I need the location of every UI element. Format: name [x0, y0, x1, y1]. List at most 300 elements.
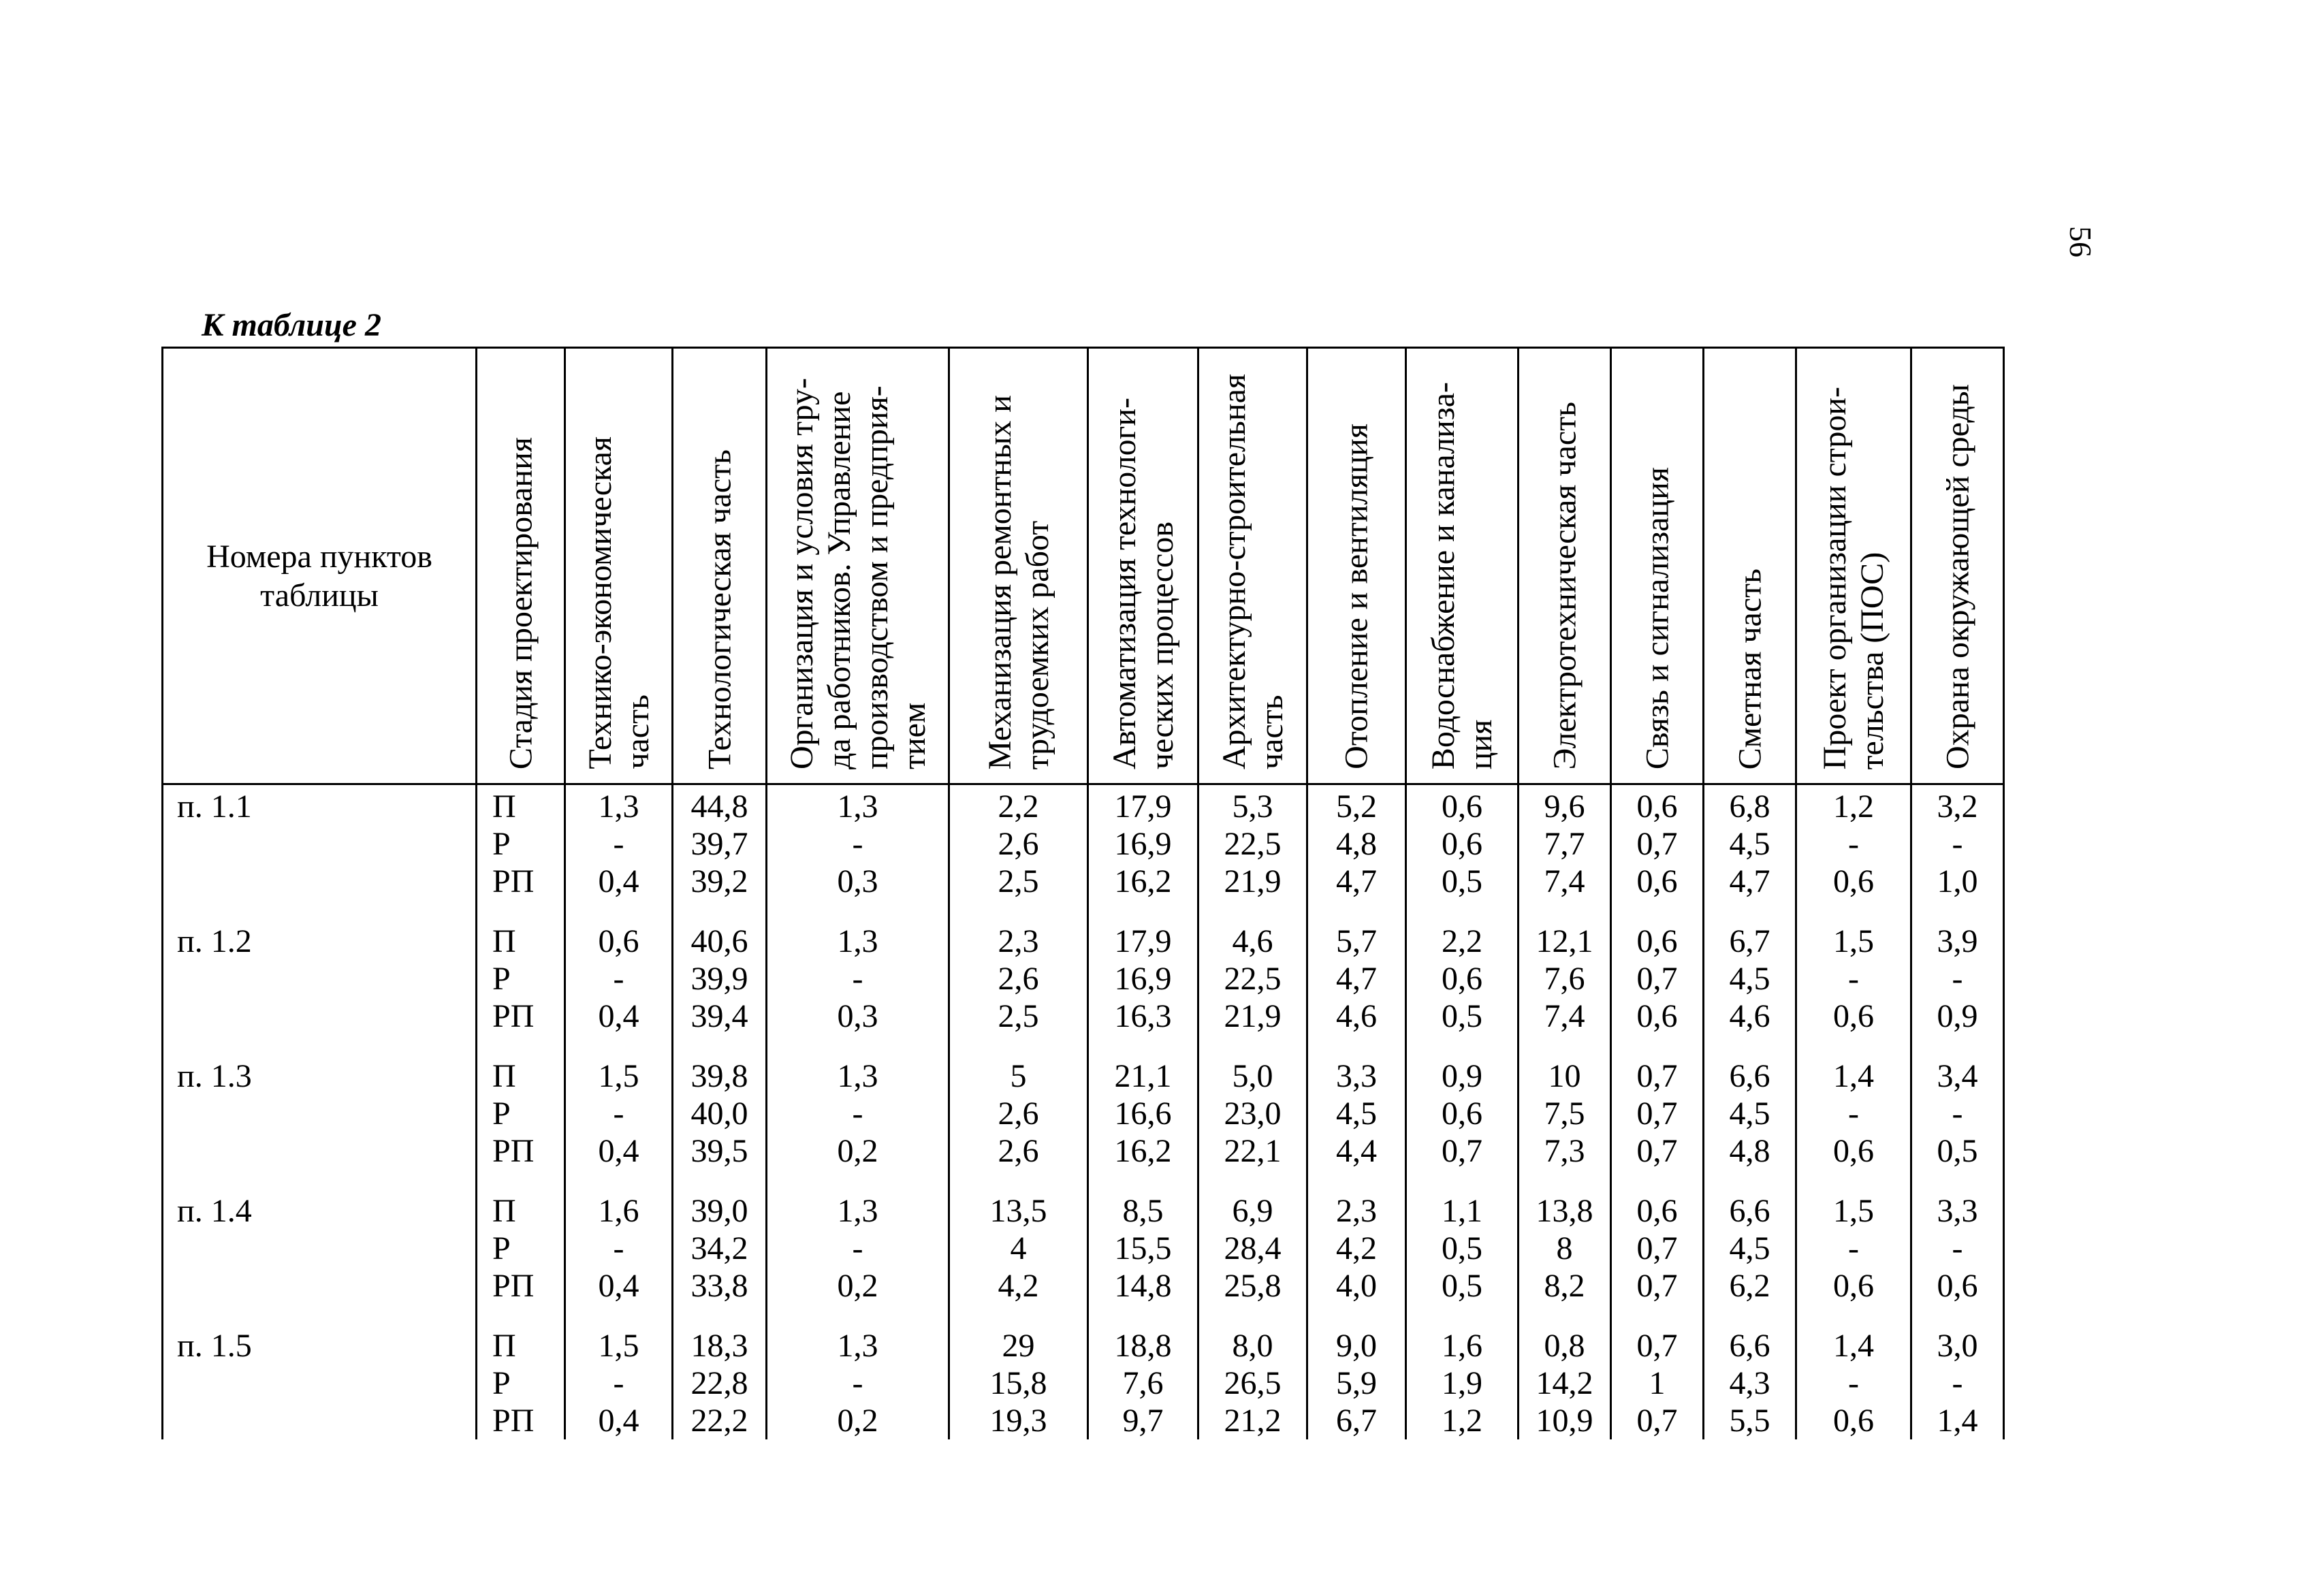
cell-value: 5,7	[1336, 923, 1377, 959]
stage-cell	[477, 1324, 565, 1439]
table-body	[163, 784, 2004, 1440]
cell-value: 1,3	[837, 788, 878, 825]
value-cell	[1198, 920, 1307, 1055]
cell-value: 6,2	[1729, 1268, 1770, 1304]
cell-value: 17,9	[1114, 788, 1172, 825]
cell-value: -	[613, 1096, 624, 1132]
cell-value: 40,0	[690, 1096, 748, 1132]
cell-value: 1,2	[1833, 788, 1874, 825]
value-cell	[1611, 784, 1704, 921]
cell-value: 4,5	[1729, 961, 1770, 997]
cell-value: 9,7	[1122, 1403, 1164, 1439]
cell-value: 22,8	[690, 1365, 748, 1401]
value-cell	[1911, 1324, 2004, 1439]
cell-value: 10,9	[1536, 1403, 1593, 1439]
cell-value: 0,6	[1937, 1268, 1978, 1304]
item-number-cell	[163, 1190, 477, 1324]
cell-value: 14,2	[1536, 1365, 1593, 1401]
table-header-row	[163, 348, 2004, 784]
value-cell	[673, 920, 767, 1055]
cell-value: 3,3	[1937, 1193, 1978, 1229]
cell-value: 39,5	[690, 1133, 748, 1169]
header-line: Электротехническая часть	[1546, 401, 1583, 769]
header-line: Организация и условия тру-	[783, 377, 820, 769]
cell-value: 4,8	[1336, 826, 1377, 862]
cell-value: 4,7	[1729, 863, 1770, 899]
header-line: Водоснабжение и канализа-	[1425, 381, 1461, 769]
value-cell	[1088, 1324, 1198, 1439]
table-row	[163, 920, 2004, 1055]
value-cell	[1406, 1190, 1519, 1324]
cell-value: 8,2	[1544, 1268, 1585, 1304]
cell-value: 13,8	[1536, 1193, 1593, 1229]
header-line: ция	[1463, 719, 1499, 769]
cell-value: 25,8	[1224, 1268, 1282, 1304]
cell-value: 1,2	[1442, 1403, 1482, 1439]
cell-value: 1,4	[1937, 1403, 1978, 1439]
header-communication-signaling	[1611, 348, 1704, 784]
cell-value: 18,3	[690, 1328, 748, 1364]
cell-value: 34,2	[690, 1230, 748, 1266]
cell-value: 4,8	[1729, 1133, 1770, 1169]
cell-value: 6,8	[1729, 788, 1770, 825]
cell-value: 18,8	[1114, 1328, 1172, 1364]
cell-value: 0,6	[1442, 826, 1482, 862]
header-line: Отопление и вентиляция	[1338, 424, 1375, 769]
value-cell	[949, 920, 1088, 1055]
value-cell	[1911, 920, 2004, 1055]
stage-cell	[477, 1190, 565, 1324]
cell-value: 0,5	[1442, 1268, 1482, 1304]
cell-value: 1,9	[1442, 1365, 1482, 1401]
stage-value: Р	[492, 1096, 511, 1132]
cell-value: 14,8	[1114, 1268, 1172, 1304]
cell-value: -	[852, 1096, 863, 1132]
table-row	[163, 784, 2004, 921]
cell-value: 3,9	[1937, 923, 1978, 959]
cell-value: 22,5	[1224, 961, 1282, 997]
cell-value: -	[613, 1230, 624, 1266]
value-cell	[767, 920, 949, 1055]
header-labor-organization	[767, 348, 949, 784]
cell-value: 10	[1548, 1058, 1581, 1094]
cell-value: 0,6	[1636, 863, 1678, 899]
cell-value: 0,7	[1636, 1403, 1678, 1439]
value-cell	[1519, 1324, 1611, 1439]
cell-value: 0,4	[598, 1133, 639, 1169]
cell-value: 39,2	[690, 863, 748, 899]
header-mechanization	[949, 348, 1088, 784]
value-cell	[767, 1055, 949, 1190]
value-cell	[1611, 1055, 1704, 1190]
value-cell	[1911, 1190, 2004, 1324]
cell-value: 2,5	[998, 998, 1039, 1034]
table-row	[163, 1190, 2004, 1324]
cell-value: 8,0	[1232, 1328, 1273, 1364]
cell-value: -	[1952, 1230, 1963, 1266]
cell-value: -	[1952, 1365, 1963, 1401]
header-electrical	[1519, 348, 1611, 784]
cell-value: -	[1848, 1096, 1859, 1132]
value-cell	[1307, 784, 1406, 921]
cell-value: 0,7	[1636, 1268, 1678, 1304]
cell-value: 0,6	[1636, 788, 1678, 825]
cell-value: 0,7	[1636, 1133, 1678, 1169]
value-cell	[767, 1324, 949, 1439]
cell-value: -	[1848, 1230, 1859, 1266]
cell-value: 0,5	[1442, 1230, 1482, 1266]
item-number-cell	[163, 1324, 477, 1439]
cell-value: 15,8	[989, 1365, 1047, 1401]
cell-value: -	[852, 1365, 863, 1401]
header-line: таблицы	[260, 577, 379, 613]
cell-value: 4,4	[1336, 1133, 1377, 1169]
cell-value: 0,9	[1442, 1058, 1482, 1094]
value-cell	[1519, 1190, 1611, 1324]
value-cell	[1796, 1055, 1911, 1190]
cell-value: 1,5	[598, 1058, 639, 1094]
item-number-cell	[163, 1055, 477, 1190]
cell-value: 6,6	[1729, 1193, 1770, 1229]
cell-value: 5,2	[1336, 788, 1377, 825]
stage-cell	[477, 784, 565, 921]
value-cell	[1406, 920, 1519, 1055]
value-cell	[949, 784, 1088, 921]
stage-value: П	[492, 1193, 516, 1229]
value-cell	[1088, 1055, 1198, 1190]
stage-value: П	[492, 1058, 516, 1094]
cell-value: 1,6	[1442, 1328, 1482, 1364]
cell-value: 0,6	[1442, 961, 1482, 997]
value-cell	[1307, 1324, 1406, 1439]
value-cell	[1611, 1324, 1704, 1439]
cell-value: 6,6	[1729, 1058, 1770, 1094]
value-cell	[1704, 920, 1796, 1055]
table-row	[163, 1055, 2004, 1190]
cell-value: 1,1	[1442, 1193, 1482, 1229]
stage-value: Р	[492, 961, 511, 997]
cell-value: 0,6	[1636, 923, 1678, 959]
header-line: ческих процессов	[1143, 521, 1180, 769]
cell-value: 0,6	[598, 923, 639, 959]
header-technological	[673, 348, 767, 784]
cell-value: 0,6	[1636, 1193, 1678, 1229]
cell-value: 15,5	[1114, 1230, 1172, 1266]
cell-value: -	[852, 826, 863, 862]
item-number: п. 1.2	[177, 923, 252, 959]
cell-value: 0,7	[1636, 1230, 1678, 1266]
value-cell	[673, 1324, 767, 1439]
cell-value: 22,2	[690, 1403, 748, 1439]
header-architectural	[1198, 348, 1307, 784]
value-cell	[565, 1324, 673, 1439]
value-cell	[1704, 1324, 1796, 1439]
value-cell	[1198, 784, 1307, 921]
cell-value: -	[1952, 1096, 1963, 1132]
header-line: Технико-экономическая	[582, 436, 618, 769]
cell-value: 2,6	[998, 826, 1039, 862]
cell-value: -	[1848, 961, 1859, 997]
cell-value: 0,7	[1636, 961, 1678, 997]
value-cell	[565, 784, 673, 921]
cell-value: 7,7	[1544, 826, 1585, 862]
cell-value: 0,6	[1442, 1096, 1482, 1132]
cell-value: 0,2	[837, 1403, 878, 1439]
value-cell	[1796, 784, 1911, 921]
cell-value: 4,5	[1729, 1230, 1770, 1266]
value-cell	[1198, 1190, 1307, 1324]
header-line: тием	[895, 702, 932, 769]
cell-value: 7,4	[1544, 998, 1585, 1034]
header-technical-economic	[565, 348, 673, 784]
header-automation	[1088, 348, 1198, 784]
cell-value: 2,3	[1336, 1193, 1377, 1229]
cell-value: 39,0	[690, 1193, 748, 1229]
cell-value: 0,7	[1636, 1328, 1678, 1364]
cell-value: 4,2	[998, 1268, 1039, 1304]
value-cell	[1307, 1055, 1406, 1190]
cell-value: 8,5	[1122, 1193, 1164, 1229]
item-number: п. 1.4	[177, 1193, 252, 1229]
value-cell	[673, 1190, 767, 1324]
header-line: Номера пунктов	[206, 539, 432, 575]
cell-value: 0,2	[837, 1268, 878, 1304]
stage-value: РП	[492, 863, 535, 899]
header-line: тельства (ПОС)	[1854, 552, 1890, 769]
cell-value: 1,5	[1833, 923, 1874, 959]
value-cell	[949, 1190, 1088, 1324]
data-table	[161, 347, 2005, 1439]
value-cell	[1704, 784, 1796, 921]
cell-value: 7,6	[1122, 1365, 1164, 1401]
value-cell	[1406, 1055, 1519, 1190]
cell-value: 40,6	[690, 923, 748, 959]
value-cell	[949, 1055, 1088, 1190]
value-cell	[565, 1190, 673, 1324]
value-cell	[565, 920, 673, 1055]
cell-value: 22,1	[1224, 1133, 1282, 1169]
cell-value: 1,3	[837, 1328, 878, 1364]
header-estimate	[1704, 348, 1796, 784]
table-caption: К таблице 2	[202, 307, 381, 343]
stage-value: П	[492, 1328, 516, 1364]
cell-value: 0,7	[1636, 826, 1678, 862]
cell-value: 4	[1010, 1230, 1027, 1266]
cell-value: 0,5	[1442, 998, 1482, 1034]
value-cell	[1198, 1055, 1307, 1190]
cell-value: 0,6	[1833, 863, 1874, 899]
value-cell	[1406, 1324, 1519, 1439]
cell-value: 4,5	[1336, 1096, 1377, 1132]
cell-value: 33,8	[690, 1268, 748, 1304]
cell-value: 21,1	[1114, 1058, 1172, 1094]
cell-value: 6,7	[1336, 1403, 1377, 1439]
cell-value: 21,9	[1224, 998, 1282, 1034]
cell-value: 44,8	[690, 788, 748, 825]
cell-value: 2,6	[998, 961, 1039, 997]
item-number: п. 1.1	[177, 788, 252, 825]
stage-value: Р	[492, 826, 511, 862]
cell-value: 4,7	[1336, 863, 1377, 899]
cell-value: 2,3	[998, 923, 1039, 959]
value-cell	[1307, 920, 1406, 1055]
cell-value: 23,0	[1224, 1096, 1282, 1132]
value-cell	[1088, 920, 1198, 1055]
cell-value: -	[852, 1230, 863, 1266]
cell-value: 0,6	[1833, 1403, 1874, 1439]
cell-value: 9,0	[1336, 1328, 1377, 1364]
cell-value: 21,9	[1224, 863, 1282, 899]
stage-value: РП	[492, 1268, 535, 1304]
value-cell	[949, 1324, 1088, 1439]
cell-value: 5	[1010, 1058, 1027, 1094]
value-cell	[1704, 1055, 1796, 1190]
cell-value: 0,4	[598, 863, 639, 899]
cell-value: 5,0	[1232, 1058, 1273, 1094]
stage-value: П	[492, 923, 516, 959]
cell-value: 7,6	[1544, 961, 1585, 997]
cell-value: -	[1952, 961, 1963, 997]
cell-value: 0,4	[598, 1403, 639, 1439]
cell-value: 7,5	[1544, 1096, 1585, 1132]
item-number: п. 1.3	[177, 1058, 252, 1094]
cell-value: 22,5	[1224, 826, 1282, 862]
cell-value: 5,5	[1729, 1403, 1770, 1439]
header-line: Автоматизация технологи-	[1106, 397, 1143, 769]
header-item-numbers	[163, 348, 477, 784]
cell-value: 1	[1649, 1365, 1666, 1401]
value-cell	[1307, 1190, 1406, 1324]
cell-value: 1,5	[1833, 1193, 1874, 1229]
cell-value: 0,3	[837, 998, 878, 1034]
cell-value: -	[613, 1365, 624, 1401]
value-cell	[1088, 1190, 1198, 1324]
cell-value: 0,5	[1442, 863, 1482, 899]
cell-value: 0,6	[1833, 1133, 1874, 1169]
header-line: трудоемких работ	[1019, 520, 1055, 769]
stage-value: Р	[492, 1230, 511, 1266]
stage-value: РП	[492, 1133, 535, 1169]
cell-value: 0,7	[1442, 1133, 1482, 1169]
cell-value: 0,4	[598, 998, 639, 1034]
cell-value: 0,8	[1544, 1328, 1585, 1364]
cell-value: 16,3	[1114, 998, 1172, 1034]
cell-value: 13,5	[989, 1193, 1047, 1229]
header-line: часть	[1253, 695, 1290, 769]
value-cell	[1911, 784, 2004, 921]
header-line: Сметная часть	[1732, 568, 1768, 769]
cell-value: 3,2	[1937, 788, 1978, 825]
cell-value: 17,9	[1114, 923, 1172, 959]
cell-value: 2,6	[998, 1096, 1039, 1132]
cell-value: 21,2	[1224, 1403, 1282, 1439]
cell-value: -	[1848, 1365, 1859, 1401]
header-line: Связь и сигнализация	[1639, 466, 1675, 769]
cell-value: 19,3	[989, 1403, 1047, 1439]
header-construction-organization	[1796, 348, 1911, 784]
value-cell	[673, 784, 767, 921]
cell-value: 6,7	[1729, 923, 1770, 959]
value-cell	[1796, 1324, 1911, 1439]
cell-value: 1,6	[598, 1193, 639, 1229]
header-line: производством и предприя-	[858, 385, 895, 769]
cell-value: 4,2	[1336, 1230, 1377, 1266]
header-line: часть	[619, 695, 656, 769]
value-cell	[1611, 1190, 1704, 1324]
value-cell	[565, 1055, 673, 1190]
value-cell	[767, 1190, 949, 1324]
value-cell	[1406, 784, 1519, 921]
cell-value: 39,4	[690, 998, 748, 1034]
cell-value: 29	[1002, 1328, 1035, 1364]
cell-value: 3,4	[1937, 1058, 1978, 1094]
value-cell	[1704, 1190, 1796, 1324]
cell-value: -	[613, 826, 624, 862]
cell-value: 0,7	[1636, 1058, 1678, 1094]
header-line: Стадия проектирования	[503, 436, 539, 769]
cell-value: 26,5	[1224, 1365, 1282, 1401]
cell-value: -	[613, 961, 624, 997]
cell-value: 0,4	[598, 1268, 639, 1304]
cell-value: 16,9	[1114, 826, 1172, 862]
header-line: Архитектурно-строительная	[1215, 373, 1252, 769]
cell-value: 6,9	[1232, 1193, 1273, 1229]
item-number-cell	[163, 920, 477, 1055]
cell-value: 0,6	[1442, 788, 1482, 825]
cell-value: 0,2	[837, 1133, 878, 1169]
cell-value: 0,7	[1636, 1096, 1678, 1132]
cell-value: 1,3	[837, 1193, 878, 1229]
cell-value: 28,4	[1224, 1230, 1282, 1266]
value-cell	[1519, 784, 1611, 921]
header-line: да работников. Управление	[821, 391, 857, 769]
cell-value: 3,3	[1336, 1058, 1377, 1094]
cell-value: 4,5	[1729, 1096, 1770, 1132]
cell-value: 2,2	[998, 788, 1039, 825]
cell-value: 6,6	[1729, 1328, 1770, 1364]
cell-value: 7,4	[1544, 863, 1585, 899]
cell-value: -	[1952, 826, 1963, 862]
value-cell	[1198, 1324, 1307, 1439]
cell-value: 2,5	[998, 863, 1039, 899]
cell-value: 0,6	[1833, 998, 1874, 1034]
cell-value: 16,6	[1114, 1096, 1172, 1132]
cell-value: 4,5	[1729, 826, 1770, 862]
value-cell	[1911, 1055, 2004, 1190]
cell-value: 16,2	[1114, 863, 1172, 899]
header-water-sewerage	[1406, 348, 1519, 784]
value-cell	[673, 1055, 767, 1190]
cell-value: 4,0	[1336, 1268, 1377, 1304]
cell-value: 39,9	[690, 961, 748, 997]
cell-value: 3,0	[1937, 1328, 1978, 1364]
cell-value: 1,3	[598, 788, 639, 825]
cell-value: 4,7	[1336, 961, 1377, 997]
stage-value: Р	[492, 1365, 511, 1401]
value-cell	[767, 784, 949, 921]
value-cell	[1519, 920, 1611, 1055]
header-line: Механизация ремонтных и	[981, 394, 1018, 769]
cell-value: 1,0	[1937, 863, 1978, 899]
header-line: Проект организации строи-	[1817, 386, 1853, 769]
stage-cell	[477, 920, 565, 1055]
value-cell	[1519, 1055, 1611, 1190]
cell-value: 1,5	[598, 1328, 639, 1364]
cell-value: 4,3	[1729, 1365, 1770, 1401]
cell-value: 0,6	[1833, 1268, 1874, 1304]
value-cell	[1796, 1190, 1911, 1324]
value-cell	[1796, 920, 1911, 1055]
